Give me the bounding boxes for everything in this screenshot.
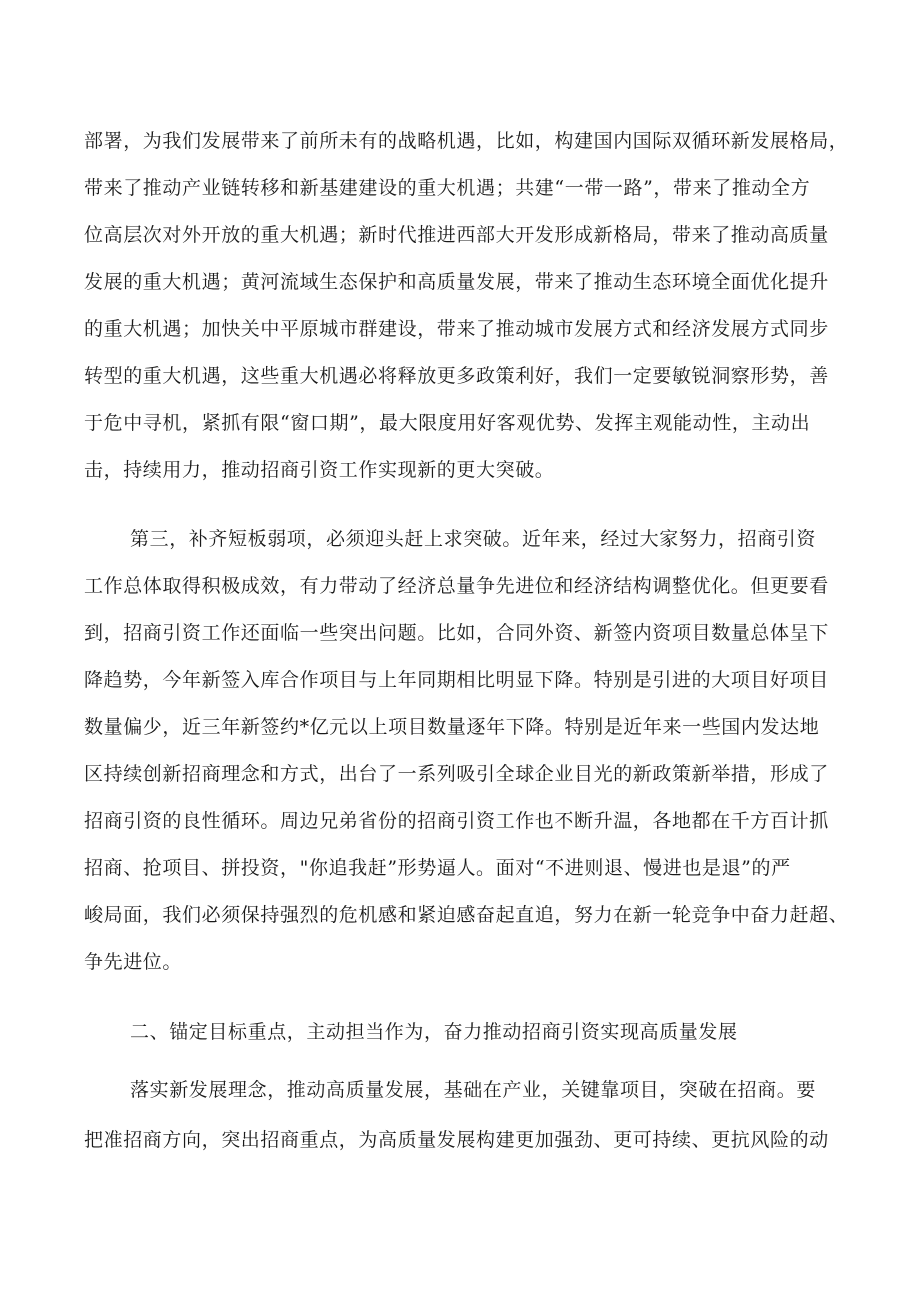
text-line: 部署，为我们发展带来了前所未有的战略机遇，比如，构建国内国际双循环新发展格局， — [84, 130, 849, 152]
text-line: 落实新发展理念，推动高质量发展，基础在产业，关键靠项目，突破在招商。要 — [130, 1079, 817, 1101]
text-line: 区持续创新招商理念和方式，出台了一系列吸引全球企业目光的新政策新举措，形成了 — [84, 763, 829, 785]
text-line: 招商、抢项目、拼投资，"你追我赶”形势逼人。面对“不进则退、慢进也是退”的严 — [84, 857, 791, 879]
text-line: 招商引资的良性循环。周边兄弟省份的招商引资工作也不断升温，各地都在千方百计抓 — [84, 810, 829, 832]
text-line: 工作总体取得积极成效，有力带动了经济总量争先进位和经济结构调整优化。但更要看 — [84, 575, 829, 597]
text-line: 到，招商引资工作还面临一些突出问题。比如，合同外资、新签内资项目数量总体呈下 — [84, 622, 829, 644]
text-line: 击，持续用力，推动招商引资工作实现新的更大突破。 — [84, 459, 555, 481]
section-heading: 二、锚定目标重点，主动担当作为，奋力推动招商引资实现高质量发展 — [130, 1021, 738, 1043]
text-line: 于危中寻机，紧抓有限“窗口期”，最大限度用好客观优势、发挥主观能动性，主动出 — [84, 412, 811, 434]
text-line: 的重大机遇；加快关中平原城市群建设，带来了推动城市发展方式和经济发展方式同步 — [84, 318, 829, 340]
text-line: 降趋势，今年新签入库合作项目与上年同期相比明显下降。特别是引进的大项目好项目 — [84, 669, 829, 691]
text-line: 转型的重大机遇，这些重大机遇必将释放更多政策利好，我们一定要敏锐洞察形势，善 — [84, 365, 829, 387]
text-line: 发展的重大机遇；黄河流域生态保护和高质量发展，带来了推动生态环境全面优化提升 — [84, 271, 829, 293]
text-line: 把准招商方向，突出招商重点，为高质量发展构建更加强劲、更可持续、更抗风险的动 — [84, 1129, 829, 1151]
text-line: 位高层次对外开放的重大机遇；新时代推进西部大开发形成新格局，带来了推动高质量 — [84, 224, 829, 246]
text-line: 带来了推动产业链转移和新基建建设的重大机遇；共建“一带一路”，带来了推动全方 — [84, 177, 811, 199]
text-line: 第三，补齐短板弱项，必须迎头赶上求突破。近年来，经过大家努力，招商引资 — [130, 528, 817, 550]
text-line: 数量偏少，近三年新签约*亿元以上项目数量逐年下降。特别是近年来一些国内发达地 — [84, 716, 820, 738]
text-line: 争先进位。 — [84, 951, 183, 973]
text-line: 峻局面，我们必须保持强烈的危机感和紧迫感奋起直追，努力在新一轮竞争中奋力赶超、 — [84, 904, 849, 926]
